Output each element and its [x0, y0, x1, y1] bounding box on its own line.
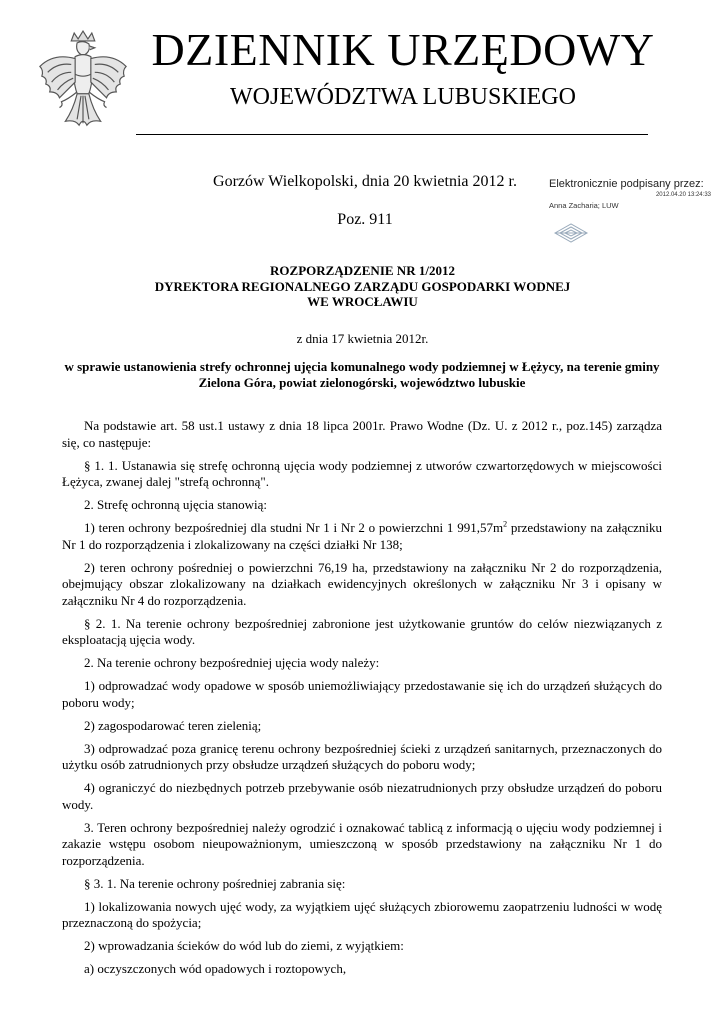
issuing-authority: DYREKTORA REGIONALNEGO ZARZĄDU GOSPODARKI WODNEJ [154, 278, 571, 294]
paragraph: Na podstawie art. 58 ust.1 ustawy z dnia 18 lipca 2001r. Prawo Wodne (Dz. U. z 2012 r., poz.145) zarządza się, co następuje: [62, 418, 662, 450]
paragraph: 2. Strefę ochronną ujęcia stanowią: [84, 497, 268, 512]
signature-stamp-icon [553, 222, 589, 244]
masthead [0, 0, 725, 150]
signature-signer: Anna Zacharia; LUW [549, 201, 619, 210]
polish-eagle-emblem-icon [34, 26, 132, 146]
electronic-signature-block [549, 178, 711, 258]
regulation-subject: w sprawie ustanowienia strefy ochronnej ujęcia komunalnego wody podziemnej w Łężycy, na terenie gminy Zielona Góra, powiat zielonogórski, województwo lubuskie [64, 359, 660, 390]
regulation-heading [70, 263, 655, 310]
paragraph: 1) teren ochrony bezpośredniej dla studni Nr 1 i Nr 2 o powierzchni 1 $991,57m^2$ przedstawiony na załączniku Nr 1 do rozporządzenia i zlokalizowany na części działki Nr 138; [62, 519, 662, 552]
paragraph: 3) odprowadzać poza granicę terenu ochrony bezpośredniej ścieki z urządzeń sanitarnych, przeznaczonych do użytku osób zatrudnionych przy obsłudze urządzeń służących do poboru wody; [62, 740, 662, 772]
signature-label: Elektronicznie podpisany przez: [549, 178, 704, 190]
journal-subtitle: WOJEWÓDZTWA LUBUSKIEGO [230, 84, 576, 110]
paragraph: 1) odprowadzać wody opadowe w sposób uniemożliwiający przedostawanie się ich do urządzeń służących do poboru wody; [62, 678, 662, 710]
paragraph: 2) wprowadzania ścieków do wód lub do ziemi, z wyjątkiem: [84, 938, 404, 953]
position-number: Poz. 911 [337, 211, 393, 228]
regulation-body [62, 418, 662, 984]
paragraph: § 1. 1. Ustanawia się strefę ochronną ujęcia wody podziemnej z utworów czwartorzędowych w miejscowości Łężyca, zwanej dalej "strefą ochronną". [62, 457, 662, 489]
paragraph: 2. Na terenie ochrony bezpośredniej ujęcia wody należy: [84, 655, 380, 670]
paragraph: 2) teren ochrony pośredniej o powierzchni 76,19 ha, przedstawiony na załączniku Nr 2 do rozporządzenia, obejmujący obszar zlokalizowany na działkach ewidencyjnych określonych w załączniku Nr 3 i opisany w załączniku Nr 4 do rozporządzenia. [62, 559, 662, 608]
issue-date: z dnia 17 kwietnia 2012r. [296, 331, 429, 346]
journal-title: DZIENNIK URZĘDOWY [151, 24, 655, 75]
paragraph: 2) zagospodarować teren zielenią; [84, 717, 262, 733]
paragraph: § 2. 1. Na terenie ochrony bezpośredniej zabronione jest użytkowanie gruntów do celów niezwiązanych z eksploatacją ujęcia wody. [62, 615, 662, 647]
paragraph: 1) lokalizowania nowych ujęć wody, za wyjątkiem ujęć służących zbiorowemu zaopatrzeniu ludności w wodę przeznaczoną do spożycia; [62, 898, 662, 930]
paragraph: 4) ograniczyć do niezbędnych potrzeb przebywanie osób niezatrudnionych przy obsłudze urządzeń do poboru wody. [62, 780, 662, 812]
paragraph: 3. Teren ochrony bezpośredniej należy ogrodzić i oznakować tablicą z informacją o ujęciu wody podziemnej i zakazie wstępu osobom nieupoważnionym, umieszczoną w sposób przedstawiony na załączniku Nr 1 do rozporządzenia. [62, 819, 662, 868]
place-and-date: Gorzów Wielkopolski, dnia 20 kwietnia 2012 r. [213, 173, 517, 190]
masthead-divider [136, 134, 648, 135]
signature-timestamp: 2012.04.20 13:24:33 [655, 192, 711, 198]
regulation-number: ROZPORZĄDZENIE NR 1/2012 [270, 263, 455, 278]
issuing-authority-location: WE WROCŁAWIU [307, 294, 418, 309]
paragraph: a) oczyszczonych wód opadowych i roztopowych, [84, 961, 347, 976]
paragraph: § 3. 1. Na terenie ochrony pośredniej zabrania się: [84, 875, 346, 891]
